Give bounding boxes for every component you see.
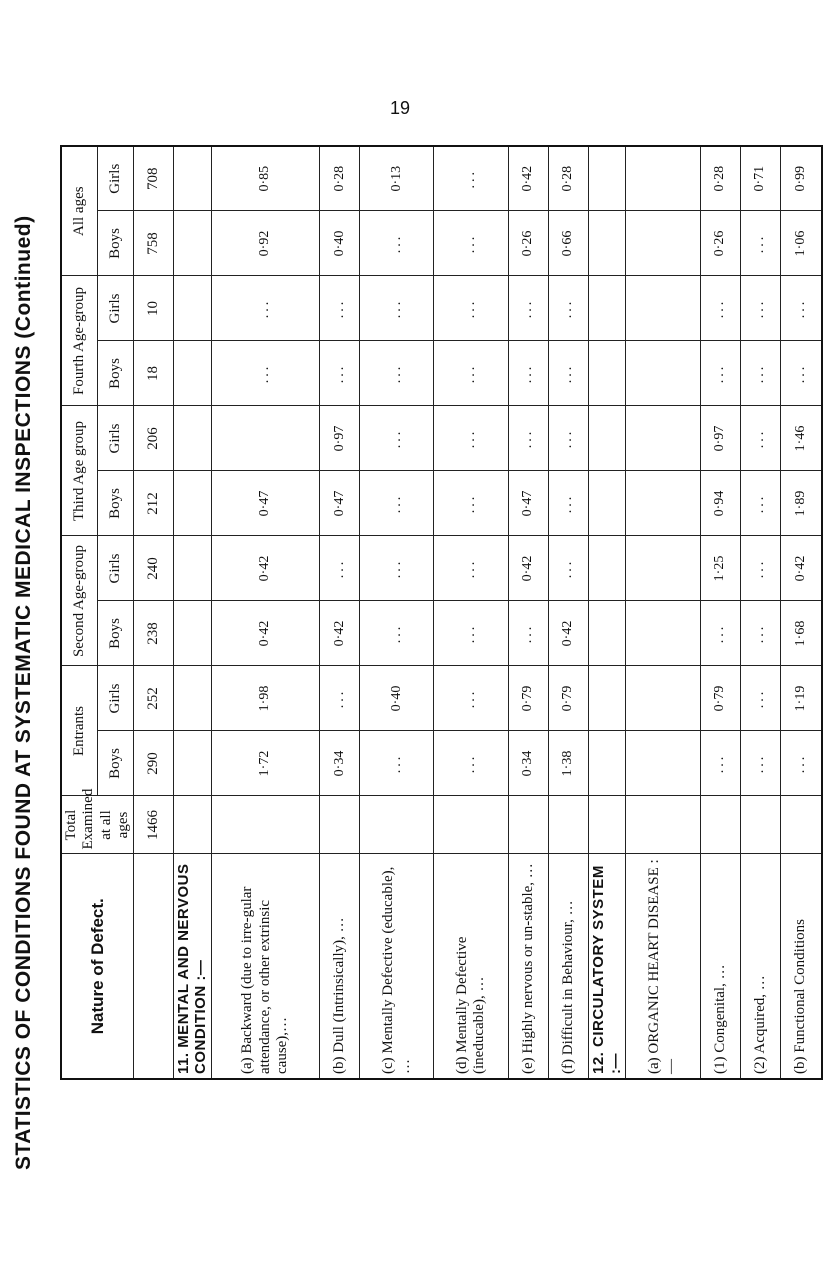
table-cell: 10 bbox=[134, 276, 174, 341]
table-cell: 212 bbox=[134, 471, 174, 536]
col-girls: Girls bbox=[98, 276, 134, 341]
table-row bbox=[434, 146, 508, 1079]
row-label: 12. CIRCULATORY SYSTEM :— bbox=[588, 854, 626, 1079]
row-label: (a) Backward (due to irre-gular attendance, or other extrinsic cause),… bbox=[211, 854, 319, 1079]
table-cell bbox=[588, 276, 626, 341]
table-cell: 290 bbox=[134, 731, 174, 796]
table-cell: 0·28 bbox=[548, 146, 588, 211]
table-cell bbox=[626, 211, 700, 276]
table-cell bbox=[588, 731, 626, 796]
table-row bbox=[174, 146, 212, 1079]
table-cell bbox=[626, 276, 700, 341]
table-cell: ... bbox=[740, 341, 780, 406]
col-girls: Girls bbox=[98, 146, 134, 211]
table-cell: 0·99 bbox=[780, 146, 821, 211]
table-cell: ... bbox=[508, 341, 548, 406]
table-cell: 0·42 bbox=[780, 536, 821, 601]
table-cell bbox=[626, 666, 700, 731]
table-cell: 0·42 bbox=[508, 146, 548, 211]
totals-row bbox=[134, 146, 174, 1079]
table-cell: 1·98 bbox=[211, 666, 319, 731]
table-cell bbox=[700, 796, 740, 854]
table-cell bbox=[174, 536, 212, 601]
table-cell bbox=[588, 406, 626, 471]
table-cell: 206 bbox=[134, 406, 174, 471]
table-cell: ... bbox=[548, 406, 588, 471]
table-cell: ... bbox=[508, 276, 548, 341]
table-cell bbox=[626, 796, 700, 854]
table-cell bbox=[740, 796, 780, 854]
table-cell: 1·25 bbox=[700, 536, 740, 601]
table-cell: ... bbox=[548, 276, 588, 341]
table-cell: 1·72 bbox=[211, 731, 319, 796]
table-cell bbox=[174, 146, 212, 211]
row-label: (e) Highly nervous or un-stable, … bbox=[508, 854, 548, 1079]
table-cell bbox=[211, 796, 319, 854]
table-cell bbox=[211, 406, 319, 471]
table-cell: 0·26 bbox=[700, 211, 740, 276]
table-cell: 0·97 bbox=[320, 406, 360, 471]
table-cell: 708 bbox=[134, 146, 174, 211]
table-cell bbox=[626, 731, 700, 796]
table-cell: ... bbox=[508, 406, 548, 471]
table-cell: 0·42 bbox=[508, 536, 548, 601]
table-cell bbox=[588, 601, 626, 666]
table-cell bbox=[588, 146, 626, 211]
table-cell: 0·40 bbox=[360, 666, 434, 731]
table-cell bbox=[320, 796, 360, 854]
col-boys: Boys bbox=[98, 601, 134, 666]
table-cell bbox=[626, 601, 700, 666]
defects-table-rotated bbox=[60, 145, 809, 1080]
table-cell bbox=[548, 796, 588, 854]
table-cell: 0·47 bbox=[211, 471, 319, 536]
table-cell: ... bbox=[434, 211, 508, 276]
table-cell: ... bbox=[360, 471, 434, 536]
table-row bbox=[360, 146, 434, 1079]
table-cell: 0·79 bbox=[508, 666, 548, 731]
table-cell: ... bbox=[780, 731, 821, 796]
table-cell bbox=[174, 276, 212, 341]
table-cell: ... bbox=[211, 276, 319, 341]
table-row bbox=[700, 146, 740, 1079]
table-cell bbox=[626, 341, 700, 406]
table-cell: 238 bbox=[134, 601, 174, 666]
table-cell: 0·34 bbox=[320, 731, 360, 796]
table-cell bbox=[434, 796, 508, 854]
table-cell: 18 bbox=[134, 341, 174, 406]
col-boys: Boys bbox=[98, 731, 134, 796]
defects-table bbox=[60, 145, 823, 1080]
table-row bbox=[508, 146, 548, 1079]
row-label: (b) Functional Conditions bbox=[780, 854, 821, 1079]
col-girls: Girls bbox=[98, 536, 134, 601]
table-cell: 0·97 bbox=[700, 406, 740, 471]
table-cell: ... bbox=[360, 731, 434, 796]
table-cell: ... bbox=[548, 341, 588, 406]
row-label: 11. MENTAL AND NERVOUS CONDITION :— bbox=[174, 854, 212, 1079]
table-cell bbox=[626, 471, 700, 536]
table-cell: ... bbox=[740, 211, 780, 276]
table-cell: ... bbox=[320, 341, 360, 406]
table-cell: 1·46 bbox=[780, 406, 821, 471]
table-cell: ... bbox=[320, 276, 360, 341]
totals-label bbox=[134, 854, 174, 1079]
table-cell: 0·42 bbox=[320, 601, 360, 666]
table-cell: 0·42 bbox=[211, 536, 319, 601]
table-cell bbox=[508, 796, 548, 854]
table-cell bbox=[174, 211, 212, 276]
col-boys: Boys bbox=[98, 341, 134, 406]
table-cell bbox=[588, 536, 626, 601]
side-title: STATISTICS OF CONDITIONS FOUND AT SYSTEMATIC MEDICAL INSPECTIONS (Continued) bbox=[12, 215, 35, 1170]
table-cell: ... bbox=[360, 341, 434, 406]
table-cell: ... bbox=[548, 536, 588, 601]
group-header-second: Second Age-group bbox=[61, 536, 98, 666]
table-cell bbox=[360, 796, 434, 854]
table-cell: 0·26 bbox=[508, 211, 548, 276]
table-cell: ... bbox=[360, 406, 434, 471]
row-label: (1) Congenital, … bbox=[700, 854, 740, 1079]
table-row bbox=[211, 146, 319, 1079]
table-cell: 1466 bbox=[134, 796, 174, 854]
page-number: 19 bbox=[389, 98, 411, 118]
table-cell: 0·66 bbox=[548, 211, 588, 276]
table-cell: ... bbox=[548, 471, 588, 536]
table-cell bbox=[780, 796, 821, 854]
table-cell: 252 bbox=[134, 666, 174, 731]
table-cell: 0·40 bbox=[320, 211, 360, 276]
table-cell bbox=[588, 211, 626, 276]
table-cell bbox=[588, 471, 626, 536]
table-cell: ... bbox=[780, 276, 821, 341]
group-header-entrants: Entrants bbox=[61, 666, 98, 796]
table-cell: ... bbox=[434, 601, 508, 666]
table-cell: 0·92 bbox=[211, 211, 319, 276]
table-cell: 0·47 bbox=[508, 471, 548, 536]
table-cell: 1·89 bbox=[780, 471, 821, 536]
table-cell bbox=[174, 406, 212, 471]
table-cell: ... bbox=[740, 731, 780, 796]
table-cell: ... bbox=[360, 536, 434, 601]
table-cell bbox=[626, 536, 700, 601]
table-cell: ... bbox=[434, 341, 508, 406]
table-row bbox=[320, 146, 360, 1079]
table-cell: 0·28 bbox=[320, 146, 360, 211]
table-cell bbox=[174, 601, 212, 666]
table-cell bbox=[174, 666, 212, 731]
table-cell bbox=[588, 666, 626, 731]
table-cell: 0·71 bbox=[740, 146, 780, 211]
table-cell bbox=[174, 471, 212, 536]
table-cell bbox=[588, 341, 626, 406]
table-cell: ... bbox=[211, 341, 319, 406]
col-girls: Girls bbox=[98, 406, 134, 471]
table-cell bbox=[174, 731, 212, 796]
table-cell: 1·06 bbox=[780, 211, 821, 276]
table-cell: ... bbox=[740, 666, 780, 731]
table-cell: 0·47 bbox=[320, 471, 360, 536]
table-cell: 0·79 bbox=[700, 666, 740, 731]
table-cell bbox=[174, 796, 212, 854]
col-girls: Girls bbox=[98, 666, 134, 731]
table-cell: ... bbox=[740, 276, 780, 341]
table-cell: ... bbox=[700, 276, 740, 341]
table-cell: ... bbox=[360, 601, 434, 666]
group-header-fourth: Fourth Age-group bbox=[61, 276, 98, 406]
table-row bbox=[548, 146, 588, 1079]
table-cell bbox=[174, 341, 212, 406]
table-cell: ... bbox=[320, 666, 360, 731]
table-cell bbox=[626, 146, 700, 211]
nature-of-defect-header: Nature of Defect. bbox=[61, 854, 134, 1079]
table-cell: 240 bbox=[134, 536, 174, 601]
table-cell: ... bbox=[360, 211, 434, 276]
table-cell: ... bbox=[434, 406, 508, 471]
table-cell: ... bbox=[740, 471, 780, 536]
table-cell: ... bbox=[740, 601, 780, 666]
table-cell: ... bbox=[434, 536, 508, 601]
table-cell: 0·42 bbox=[548, 601, 588, 666]
table-cell: ... bbox=[360, 276, 434, 341]
table-cell: 0·94 bbox=[700, 471, 740, 536]
table-cell bbox=[588, 796, 626, 854]
table-cell: 0·13 bbox=[360, 146, 434, 211]
table-cell: ... bbox=[434, 471, 508, 536]
table-cell: 0·34 bbox=[508, 731, 548, 796]
table-cell: ... bbox=[740, 536, 780, 601]
table-cell: ... bbox=[434, 276, 508, 341]
table-cell: ... bbox=[434, 146, 508, 211]
table-cell: ... bbox=[320, 536, 360, 601]
row-label: (b) Dull (Intrinsically), … bbox=[320, 854, 360, 1079]
group-header-third: Third Age group bbox=[61, 406, 98, 536]
table-cell: 1·19 bbox=[780, 666, 821, 731]
total-examined-header: Total Examined at all ages bbox=[61, 796, 134, 854]
table-cell: ... bbox=[780, 341, 821, 406]
group-header-all-ages: All ages bbox=[61, 146, 98, 276]
table-cell bbox=[626, 406, 700, 471]
table-row bbox=[740, 146, 780, 1079]
row-label: (a) ORGANIC HEART DISEASE :— bbox=[626, 854, 700, 1079]
col-boys: Boys bbox=[98, 471, 134, 536]
table-cell: 0·42 bbox=[211, 601, 319, 666]
table-cell: ... bbox=[700, 341, 740, 406]
table-cell: 1·68 bbox=[780, 601, 821, 666]
row-label: (c) Mentally Defective (educable), … bbox=[360, 854, 434, 1079]
row-label: (f) Difficult in Behaviour, … bbox=[548, 854, 588, 1079]
table-cell: 0·28 bbox=[700, 146, 740, 211]
table-cell: 1·38 bbox=[548, 731, 588, 796]
table-cell: ... bbox=[740, 406, 780, 471]
table-row bbox=[588, 146, 626, 1079]
table-cell: ... bbox=[700, 601, 740, 666]
table-cell: 0·85 bbox=[211, 146, 319, 211]
table-row bbox=[626, 146, 700, 1079]
table-cell: ... bbox=[700, 731, 740, 796]
table-cell: ... bbox=[434, 731, 508, 796]
col-boys: Boys bbox=[98, 211, 134, 276]
table-cell: 0·79 bbox=[548, 666, 588, 731]
table-cell: ... bbox=[508, 601, 548, 666]
table-cell: 758 bbox=[134, 211, 174, 276]
row-label: (2) Acquired, … bbox=[740, 854, 780, 1079]
table-body bbox=[134, 146, 822, 1079]
table-row bbox=[780, 146, 821, 1079]
row-label: (d) Mentally Defective (ineducable), … bbox=[434, 854, 508, 1079]
table-cell: ... bbox=[434, 666, 508, 731]
